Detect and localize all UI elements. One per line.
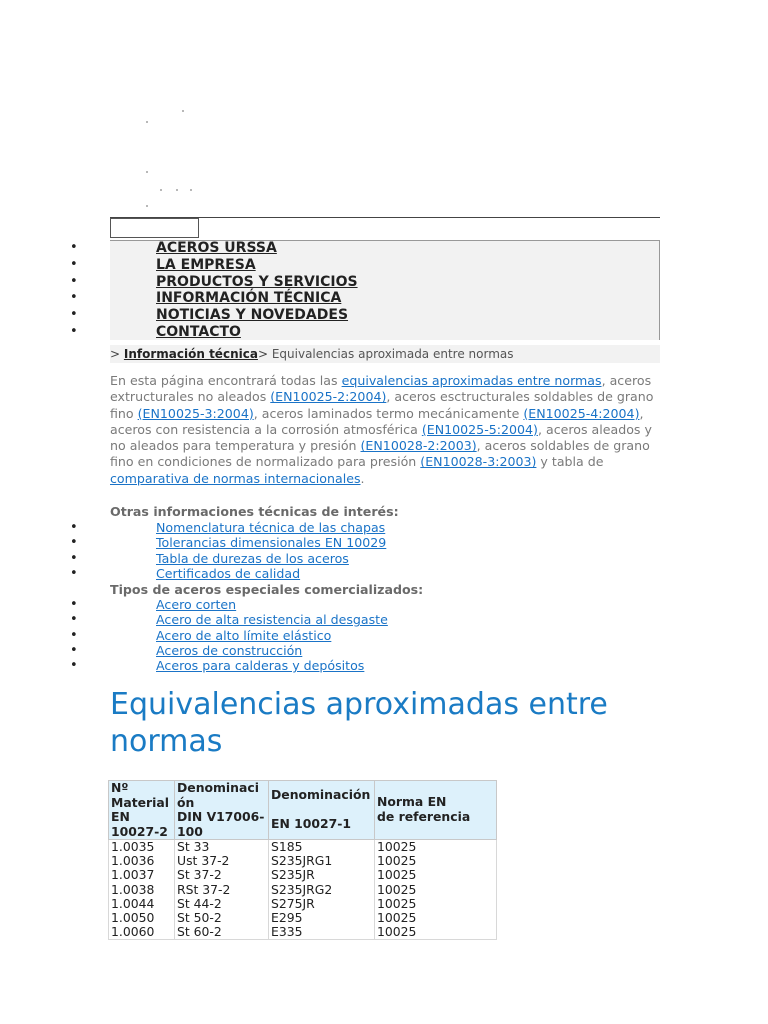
nav-item-productos[interactable]: [0, 274, 358, 291]
cell-din: St 60-2: [175, 925, 269, 940]
cell-din: St 50-2: [175, 911, 269, 925]
link-equivalencias[interactable]: equivalencias aproximadas entre normas: [341, 373, 602, 388]
search-input[interactable]: [110, 218, 199, 238]
header-line: de referencia: [377, 808, 471, 824]
table-row: [109, 883, 497, 897]
intro-text: , aceros extructurales no aleados: [110, 373, 652, 405]
cell-norma: 10025: [375, 925, 497, 940]
link-en10025-2[interactable]: (EN10025-2:2004): [270, 389, 387, 405]
other-info-list: [0, 520, 386, 581]
header-line: Norma EN: [377, 794, 447, 809]
cell-din: RSt 37-2: [175, 883, 269, 897]
link-en10025-3[interactable]: (EN10025-3:2004): [137, 405, 254, 421]
header-line: ón: [177, 794, 195, 810]
nav-item-label[interactable]: PRODUCTOS Y SERVICIOS: [156, 273, 358, 290]
link-en10025-5[interactable]: (EN10025-5:2004): [421, 421, 538, 437]
cell-norma: 10025: [375, 897, 497, 911]
header-denominacion-en: [269, 781, 375, 840]
main-nav: [0, 240, 358, 341]
breadcrumb-separator: >: [110, 347, 121, 361]
page-title: Equivalencias aproximadas entre normas: [110, 687, 608, 759]
nav-item-label[interactable]: ACEROS URSSA: [156, 240, 277, 256]
intro-text: .: [360, 470, 365, 486]
cell-material: 1.0037: [109, 868, 175, 882]
table-header-row: [109, 781, 497, 840]
cell-material: 1.0035: [109, 840, 175, 855]
cell-en: S235JRG2: [269, 883, 375, 897]
link-nomenclatura[interactable]: Nomenclatura técnica de las chapas: [156, 520, 386, 535]
cell-material: 1.0036: [109, 854, 175, 868]
list-item: [0, 643, 388, 658]
equivalences-table: [108, 780, 497, 940]
cell-en: S185: [269, 840, 375, 855]
link-acero-corten[interactable]: Acero corten: [156, 597, 237, 612]
list-item: [0, 628, 388, 643]
table-row: [109, 854, 497, 868]
nav-item-aceros-urssa[interactable]: [0, 240, 358, 257]
link-en10028-2[interactable]: (EN10028-2:2003): [360, 438, 477, 454]
cell-en: S235JR: [269, 868, 375, 882]
intro-text: , aceros laminados termo mecánicamente: [253, 405, 524, 421]
table-row: [109, 925, 497, 940]
link-en10025-4[interactable]: (EN10025-4:2004): [523, 405, 640, 421]
header-line: Denominación: [271, 787, 371, 802]
cell-material: 1.0044: [109, 897, 175, 911]
other-info-heading: Otras informaciones técnicas de interés:: [110, 504, 399, 519]
link-aceros-construccion[interactable]: Aceros de construcción: [156, 642, 303, 658]
table-row: [109, 840, 497, 855]
list-item: [0, 520, 386, 535]
link-durezas[interactable]: Tabla de durezas de los aceros: [156, 550, 349, 566]
nav-item-label[interactable]: LA EMPRESA: [156, 256, 256, 273]
header-line: Denominaci: [177, 780, 259, 795]
cell-en: S235JRG1: [269, 854, 375, 868]
header-din: [175, 781, 269, 840]
intro-text: , aceros con resistencia a la corrosión atmosférica: [110, 405, 644, 437]
header-line: EN: [111, 809, 130, 824]
intro-paragraph: [110, 373, 660, 487]
list-item: [0, 566, 386, 581]
cell-en: E295: [269, 911, 375, 925]
nav-item-label[interactable]: NOTICIAS Y NOVEDADES: [156, 307, 349, 324]
link-certificados[interactable]: Certificados de calidad: [156, 565, 301, 581]
cell-din: St 37-2: [175, 868, 269, 882]
header-line: Nº: [111, 780, 129, 795]
list-item: [0, 597, 388, 612]
cell-din: St 44-2: [175, 897, 269, 911]
cell-din: Ust 37-2: [175, 854, 269, 868]
nav-item-label[interactable]: CONTACTO: [156, 323, 241, 340]
cell-material: 1.0060: [109, 925, 175, 940]
header-line: [271, 803, 373, 818]
header-line: DIN V17006-: [177, 809, 265, 824]
nav-item-label[interactable]: INFORMACIÓN TÉCNICA: [156, 290, 342, 307]
cell-norma: 10025: [375, 883, 497, 897]
table-row: [109, 911, 497, 925]
intro-text: y tabla de: [536, 454, 604, 470]
link-tolerancias[interactable]: Tolerancias dimensionales EN 10029: [156, 535, 387, 551]
special-steels-list: [0, 597, 388, 673]
cell-norma: 10025: [375, 840, 497, 855]
cell-material: 1.0050: [109, 911, 175, 925]
header-line: EN 10027-1: [271, 816, 352, 831]
link-acero-limite-elastico[interactable]: Acero de alto límite elástico: [156, 627, 332, 643]
cell-en: E335: [269, 925, 375, 940]
cell-norma: 10025: [375, 868, 497, 882]
link-comparativa-normas[interactable]: comparativa de normas internacionales: [110, 470, 361, 486]
intro-text: , aceros soldables de grano fino en condiciones de normalizado para presión: [110, 438, 650, 470]
link-acero-desgaste[interactable]: Acero de alta resistencia al desgaste: [156, 612, 388, 628]
nav-item-informacion-tecnica[interactable]: [0, 290, 358, 307]
cell-norma: 10025: [375, 854, 497, 868]
breadcrumb-current: Equivalencias aproximada entre normas: [271, 347, 514, 361]
intro-text: , aceros aleados y no aleados para temperatura y presión: [110, 421, 652, 454]
link-en10028-3[interactable]: (EN10028-3:2003): [420, 454, 537, 470]
intro-text: , aceros esctructurales soldables de grano fino: [110, 389, 654, 421]
header-line: 100: [177, 823, 203, 839]
cell-en: S275JR: [269, 897, 375, 911]
nav-item-contacto[interactable]: [0, 324, 358, 341]
list-item: [0, 535, 386, 550]
list-item: [0, 551, 386, 566]
nav-item-noticias[interactable]: [0, 307, 358, 324]
list-item: [0, 658, 388, 673]
special-steels-heading: Tipos de aceros especiales comercializados:: [110, 582, 424, 597]
header-line: Material: [111, 794, 169, 810]
header-material-en: [109, 781, 175, 840]
nav-item-la-empresa[interactable]: [0, 257, 358, 274]
header-norma-en: [375, 781, 497, 840]
header-line: 10027-2: [111, 823, 168, 839]
list-item: [0, 612, 388, 627]
breadcrumb: [110, 345, 660, 363]
link-aceros-calderas[interactable]: Aceros para calderas y depósitos: [156, 658, 365, 674]
cell-din: St 33: [175, 840, 269, 855]
breadcrumb-separator: >: [257, 347, 268, 361]
intro-text: En esta página encontrará todas las: [110, 373, 342, 388]
cell-material: 1.0038: [109, 883, 175, 897]
cell-norma: 10025: [375, 911, 497, 925]
breadcrumb-link-informacion-tecnica[interactable]: Información técnica: [123, 347, 258, 361]
table-row: [109, 868, 497, 882]
table-row: [109, 897, 497, 911]
